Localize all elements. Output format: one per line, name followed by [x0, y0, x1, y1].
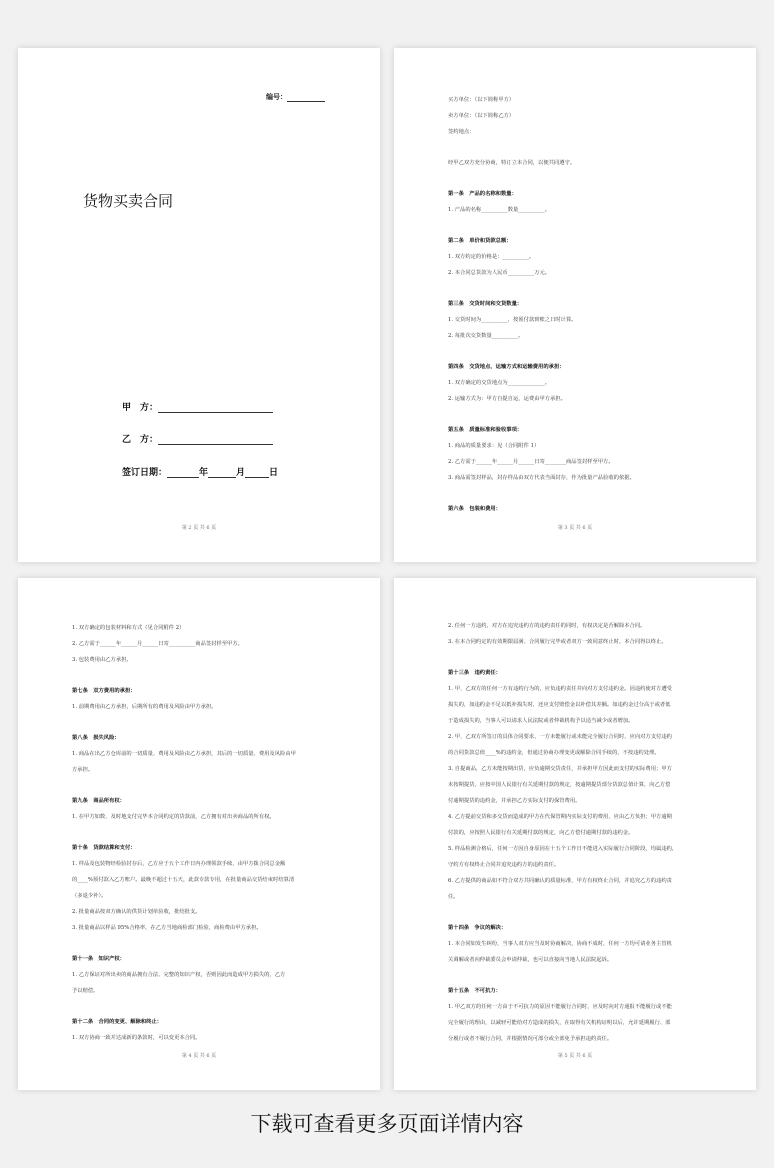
- clause-line: 3. 批量商品以样品 95%合格率，在乙方当地商检部门检验，商检费由甲方承担。: [72, 925, 262, 931]
- clause-line: 1. 产品的名称__________数量__________。: [448, 207, 551, 213]
- page-number: 第 5 页 共 6 页: [557, 1053, 593, 1059]
- line-spacer: [448, 140, 712, 155]
- sign-date-field: [122, 465, 278, 478]
- year-label: 年: [199, 468, 209, 478]
- clause-heading: 第十条 货款结算和支付：: [72, 845, 136, 851]
- clause-heading: 第三条 交货时间和交货数量：: [448, 301, 523, 307]
- clause-heading: 第二条 单价和货款总额：: [448, 238, 512, 244]
- clause-line: 1. 甲乙双方的任何一方由于不可抗力的原因不能履行合同时，应及时向对方通报不能履行或不能: [448, 1004, 672, 1010]
- clause-line: 1. 双方确定的交货地点为______________。: [448, 380, 551, 386]
- clause-line: 方承担。: [72, 767, 94, 773]
- party-b-field: [122, 432, 273, 445]
- line-spacer: [72, 668, 336, 683]
- clause-line: 2. 乙方需于______年______月______日寄__________商品签封样至甲方。: [72, 641, 243, 647]
- clause-line: 1. 本合同如发生纠纷，当事人双方应当及时协商解决，协商不成时，任何一方均可请业务主管机: [448, 941, 672, 947]
- line-spacer: [448, 171, 712, 186]
- clause-line: 1. 甲、乙双方的任何一方有违约行为的，应负违约责任并向对方支付违约金。因违约使对方遭受: [448, 686, 672, 692]
- clause-line: 损失的，如违约金不足以抵补损失时，还应支付赔偿金以补偿其差额。如违约金过分高于或者低: [448, 702, 671, 708]
- party-a-label: 甲 方：: [122, 403, 159, 413]
- clause-line: 2. 乙方需于______年______月______日寄________商品签封样至甲方。: [448, 459, 614, 465]
- clause-line: 3. 自提商品，乙方未能按期出货，应负逾期交货责任，并承担甲方因此而支付的实际费用；甲方: [448, 766, 672, 772]
- contract-number: [266, 92, 325, 102]
- clause-line: 5. 样品检测合格后，任何一方因自身原因在十五个工作日不能进入实际履行合同阶段，均属违约，: [448, 846, 678, 852]
- clause-heading: 第十一条 知识产权：: [72, 956, 125, 962]
- clause-line: 1. 在甲方如数、及时地支付完毕本合同约定的货款前，乙方拥有对出卖商品的所有权。: [72, 814, 275, 820]
- clause-heading: 第十四条 争议的解决：: [448, 925, 507, 931]
- clause-line: 完全履行的理由，以减轻可能给对方造成的损失，在取得有关机构证明以后，允许延期履行、部: [448, 1020, 671, 1026]
- page-5-content: [448, 618, 712, 1047]
- clause-line: 3. 包装费用由乙方承担。: [72, 657, 132, 663]
- line-spacer: [448, 650, 712, 665]
- line-spacer: [72, 715, 336, 730]
- month-label: 月: [236, 468, 246, 478]
- clause-heading: 第五条 质量标准和验收事项：: [448, 427, 523, 433]
- line-spacer: [72, 778, 336, 793]
- page-5: [394, 578, 756, 1090]
- clause-line: 卖方单位：（以下简称乙方）: [448, 113, 515, 119]
- clause-line: 1. 前期费用由乙方承担，后期所有的费用及风险由甲方承担。: [72, 704, 217, 710]
- clause-heading: 第四条 交货地点、运输方式和运输费用的承担：: [448, 364, 565, 370]
- clause-line: 1. 双方确定的包装材料和方式（见合同附件 2）: [72, 625, 185, 631]
- clause-line: 分履行或者不履行合同，并根据情况可部分或全部免予承担违约责任。: [448, 1036, 613, 1042]
- party-b-label: 乙 方：: [122, 435, 159, 445]
- clause-line: 2. 任何一方违约，对方在追究违约方的违约责任的同时，有权决定是否解除本合同。: [448, 623, 646, 629]
- page-number: 第 2 页 共 6 页: [181, 525, 217, 531]
- line-spacer: [72, 999, 336, 1014]
- clause-line: 守约方有权终止合同并追究违约方的违约责任。: [448, 862, 560, 868]
- clause-line: （多退少补）。: [72, 893, 107, 899]
- clause-heading: 第六条 包装和费用：: [448, 506, 501, 512]
- clause-line: 买方单位：（以下简称甲方）: [448, 97, 515, 103]
- clause-line: 1. 双方约定的价格是：__________。: [448, 254, 535, 260]
- page-3: [394, 48, 756, 562]
- sign-date-label: 签订日期：: [122, 468, 168, 478]
- clause-heading: 第七条 双方费用的承担：: [72, 688, 136, 694]
- clause-line: 付款的，应按照人民银行有关延期付款的规定，向乙方偿付逾期付款的违约金。: [448, 830, 634, 836]
- clause-line: 未按期提货，应按中国人民银行有关延期付款的规定，按逾期提货部分货款总值计算，向乙方偿: [448, 782, 671, 788]
- clause-line: 的____%预付款入乙方账户。最晚不超过十五天，此款专款专用，在批量商品交货结束时结算清: [72, 877, 295, 883]
- line-spacer: [72, 825, 336, 840]
- line-spacer: [72, 936, 336, 951]
- clause-line: 于造成损失的，当事人可以请求人民法院或者仲裁机构予以适当减少或者增加。: [448, 718, 634, 724]
- clause-line: 6. 乙方提供的商品如不符合双方共同确认的质量标准，甲方有权终止合同，并追究乙方的违约责: [448, 878, 672, 884]
- clause-line: 付逾期提货的违约金，并承担乙方实际支付的保管费用。: [448, 798, 581, 804]
- clause-line: 3. 商品需签封样品，封存样品由双方代表当面封存，作为批量产品验收的依据。: [448, 475, 635, 481]
- line-spacer: [448, 486, 712, 501]
- clause-line: 的合同货款总值____%的违约金，但通过协商办理变更或解除合同手续的，不按违约处理。: [448, 750, 660, 756]
- clause-heading: 第一条 产品的名称和数量：: [448, 191, 517, 197]
- line-spacer: [448, 281, 712, 296]
- page-number: 第 4 页 共 6 页: [181, 1053, 217, 1059]
- clause-line: 1. 商品在出乙方仓库前的一切质量、费用及风险由乙方承担，其后的一切质量、费用及风险由甲: [72, 751, 296, 757]
- clause-line: 2. 本合同总货款为人民币__________万元。: [448, 270, 551, 276]
- page-number: 第 3 页 共 6 页: [557, 525, 593, 531]
- page-3-content: [448, 92, 712, 517]
- clause-heading: 第十三条 违约责任：: [448, 670, 501, 676]
- page-4-content: [72, 620, 336, 1046]
- clause-line: 2. 运输方式为：甲方自提自运，运费由甲方承担。: [448, 396, 566, 402]
- clause-heading: 第十五条 不可抗力：: [448, 988, 501, 994]
- clause-heading: 第十二条 合同的变更、解除和终止：: [72, 1019, 163, 1025]
- clause-line: 任。: [448, 894, 459, 900]
- clause-line: 关调解或者向仲裁委员会申请仲裁，也可以直接向当地人民法院起诉。: [448, 957, 613, 963]
- download-caption: 下载可查看更多页面详情内容: [250, 1112, 524, 1136]
- day-label: 日: [269, 468, 279, 478]
- line-spacer: [448, 407, 712, 422]
- clause-line: 2. 批量商品按双方确认的供货计划单验收，批结批支。: [72, 909, 201, 915]
- clause-line: 经甲乙双方充分协商，特订立本合同，以便共同遵守。: [448, 160, 576, 166]
- clause-line: 1. 样品及包装物经检验封存后，乙方应于五个工作日内办理领款手续，由甲方拨合同总金额: [72, 861, 286, 867]
- clause-line: 1. 商品的质量要求：见（合同附件 1）: [448, 443, 540, 449]
- clause-heading: 第九条 商品所有权：: [72, 798, 125, 804]
- party-a-field: [122, 400, 273, 413]
- clause-line: 4. 乙方提前交货和多交货而造成的甲方在代保管期内实际支付的费用，应由乙方负担；甲方逾期: [448, 814, 672, 820]
- clause-heading: 第八条 损失风险：: [72, 735, 120, 741]
- line-spacer: [448, 905, 712, 920]
- document-title: 货物买卖合同: [82, 192, 173, 210]
- line-spacer: [448, 218, 712, 233]
- line-spacer: [448, 968, 712, 983]
- clause-line: 2. 每批次交货数量__________。: [448, 333, 524, 339]
- clause-line: 予以赔偿。: [72, 988, 99, 994]
- clause-line: 1. 双方协商一致并达成新的条款时，可以变更本合同。: [72, 1035, 201, 1041]
- clause-line: 2. 甲、乙双方所签订的具体合同要求，一方未能履行或未能完全履行合同时，应向对方支付违约: [448, 734, 672, 740]
- clause-line: 3. 在本合同约定的有效期限届满、合同履行完毕或者双方一致同意终止时，本合同得以终止。: [448, 639, 667, 645]
- clause-line: 1. 乙方保证对所出卖的商品拥有合法、完整的知识产权，否则因此而造成甲方损失的，乙方: [72, 972, 286, 978]
- clause-line: 签约地点：: [448, 129, 475, 135]
- clause-line: 1. 交货时间为__________，按预付款到账之日时计算。: [448, 317, 577, 323]
- page-cover: [18, 48, 380, 562]
- page-4: [18, 578, 380, 1090]
- line-spacer: [448, 344, 712, 359]
- contract-number-label: 编号：: [266, 92, 287, 101]
